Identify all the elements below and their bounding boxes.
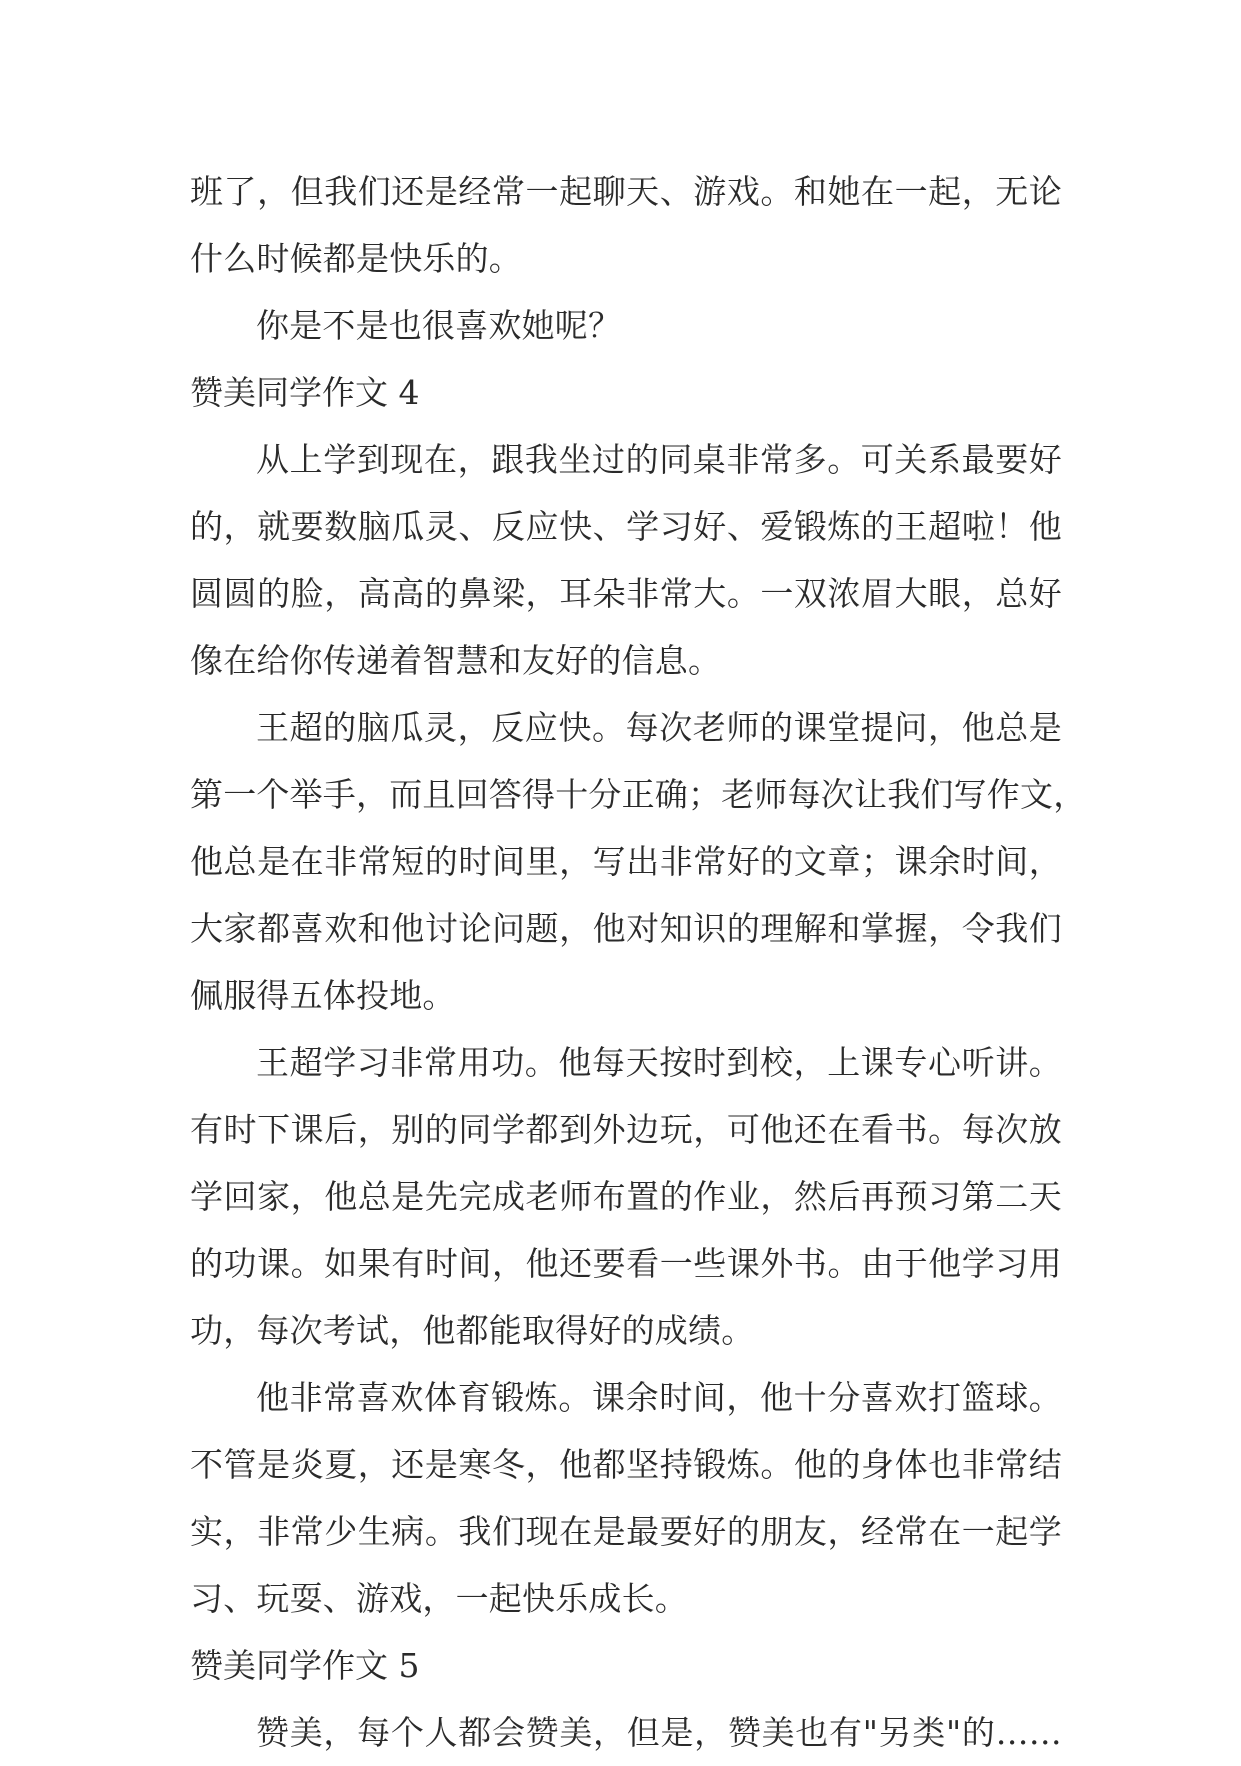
- document-page: [190, 158, 1087, 1766]
- text-line: 王超的脑瓜灵，反应快。每次老师的课堂提问，他总是: [256, 708, 1062, 747]
- text-line: 的功课。如果有时间，他还要看一些课外书。由于他学习用: [190, 1244, 1062, 1283]
- text-line: 习、玩耍、游戏，一起快乐成长。: [190, 1579, 688, 1618]
- text-line: 你是不是也很喜欢她呢？: [256, 306, 622, 345]
- text-line: 班了，但我们还是经常一起聊天、游戏。和她在一起，无论: [190, 172, 1062, 211]
- text-line: 功，每次考试，他都能取得好的成绩。: [190, 1311, 755, 1350]
- text-line: 他非常喜欢体育锻炼。课余时间，他十分喜欢打篮球。: [256, 1378, 1062, 1417]
- text-line: 不管是炎夏，还是寒冬，他都坚持锻炼。他的身体也非常结: [190, 1445, 1062, 1484]
- text-line: 的，就要数脑瓜灵、反应快、学习好、爱锻炼的王超啦！他: [190, 507, 1062, 546]
- text-line: 实，非常少生病。我们现在是最要好的朋友，经常在一起学: [190, 1512, 1062, 1551]
- text-line: 大家都喜欢和他讨论问题，他对知识的理解和掌握，令我们: [190, 909, 1062, 948]
- text-line: 什么时候都是快乐的。: [190, 239, 522, 278]
- text-line: 从上学到现在，跟我坐过的同桌非常多。可关系最要好: [256, 440, 1062, 479]
- text-line: 赞美，每个人都会赞美，但是，赞美也有"另类"的……: [256, 1713, 1062, 1752]
- text-line: 学回家，他总是先完成老师布置的作业，然后再预习第二天: [190, 1177, 1062, 1216]
- text-line: 佩服得五体投地。: [190, 976, 456, 1015]
- text-line: 第一个举手，而且回答得十分正确；老师每次让我们写作文，: [190, 775, 1087, 814]
- section-heading: 赞美同学作文 5: [190, 1646, 420, 1685]
- text-line: 王超学习非常用功。他每天按时到校，上课专心听讲。: [256, 1043, 1062, 1082]
- text-line: 有时下课后，别的同学都到外边玩，可他还在看书。每次放: [190, 1110, 1062, 1149]
- text-line: 他总是在非常短的时间里，写出非常好的文章；课余时间，: [190, 842, 1062, 881]
- section-heading: 赞美同学作文 4: [190, 373, 420, 412]
- text-line: 圆圆的脸，高高的鼻梁，耳朵非常大。一双浓眉大眼，总好: [190, 574, 1062, 613]
- text-line: 像在给你传递着智慧和友好的信息。: [190, 641, 722, 680]
